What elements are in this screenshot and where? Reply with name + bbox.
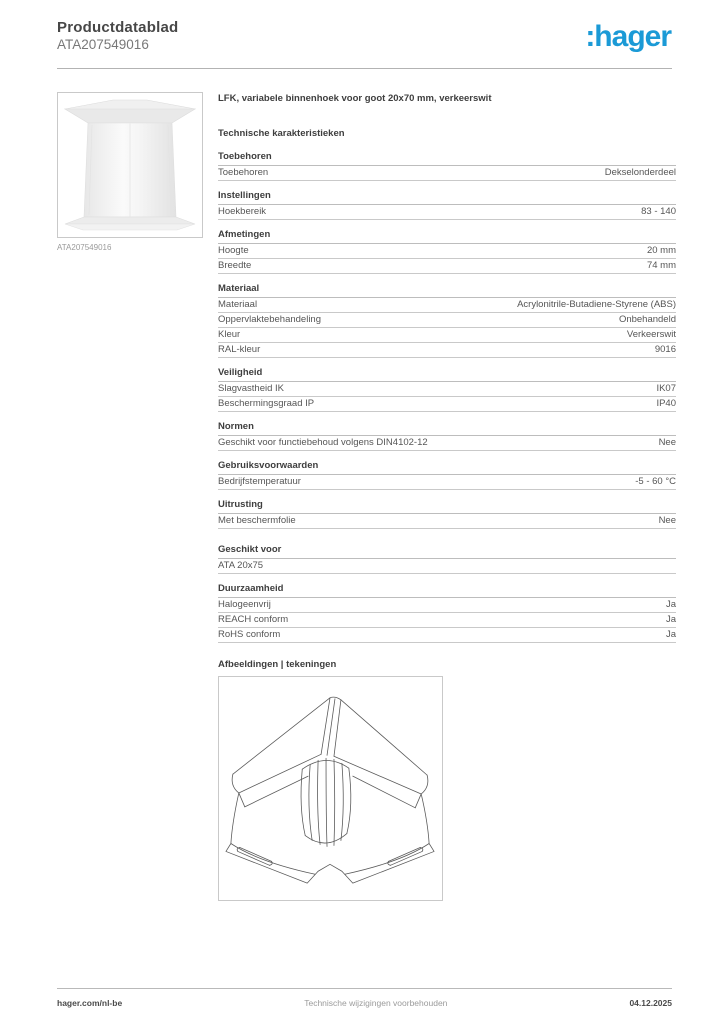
spec-section-heading: Gebruiksvoorwaarden — [218, 461, 676, 475]
spec-row — [218, 205, 676, 220]
spec-value: Dekselonderdeel — [604, 167, 676, 178]
spec-value: Ja — [665, 599, 676, 610]
product-photo-frame — [57, 92, 203, 238]
spec-value: IK07 — [656, 383, 676, 394]
spec-value: IP40 — [656, 398, 676, 409]
spec-label: Materiaal — [218, 299, 258, 310]
technical-drawing-frame — [218, 676, 443, 901]
spec-label: REACH conform — [218, 614, 289, 625]
spec-section — [218, 230, 676, 274]
spec-value: Verkeerswit — [626, 329, 676, 340]
spec-sections — [218, 152, 676, 643]
footer — [57, 998, 672, 1008]
spec-section-heading: Normen — [218, 422, 676, 436]
spec-label: Geschikt voor functiebehoud volgens DIN4102-12 — [218, 437, 428, 448]
photo-caption: ATA207549016 — [57, 243, 112, 252]
spec-label: RoHS conform — [218, 629, 281, 640]
spec-value: 83 - 140 — [641, 206, 676, 217]
footer-date: 04.12.2025 — [629, 998, 672, 1008]
footer-website-link[interactable]: hager.com/nl-be — [57, 998, 123, 1008]
spec-section-heading: Geschikt voor — [218, 545, 676, 559]
content-column — [218, 93, 676, 901]
spec-label: Bedrijfstemperatuur — [218, 476, 301, 487]
spec-row — [218, 259, 676, 274]
spec-row — [218, 598, 676, 613]
spec-label: Slagvastheid IK — [218, 383, 285, 394]
spec-section-heading: Uitrusting — [218, 500, 676, 514]
spec-label: Oppervlaktebehandeling — [218, 314, 321, 325]
spec-value: 20 mm — [646, 245, 676, 256]
spec-row — [218, 244, 676, 259]
spec-row — [218, 475, 676, 490]
spec-row — [218, 313, 676, 328]
spec-section-heading: Afmetingen — [218, 230, 676, 244]
spec-value: Nee — [658, 437, 676, 448]
spec-section — [218, 284, 676, 358]
hager-logo: :hager — [585, 20, 671, 53]
spec-value: Acrylonitrile-Butadiene-Styrene (ABS) — [517, 299, 676, 310]
spec-value: Ja — [665, 614, 676, 625]
product-photo — [58, 93, 202, 237]
spec-label: Toebehoren — [218, 167, 269, 178]
spec-section — [218, 152, 676, 181]
spec-section — [218, 584, 676, 643]
spec-label: Breedte — [218, 260, 252, 271]
spec-section-heading: Instellingen — [218, 191, 676, 205]
spec-row — [218, 613, 676, 628]
spec-value: Ja — [665, 629, 676, 640]
spec-value: Nee — [658, 515, 676, 526]
spec-value: 74 mm — [646, 260, 676, 271]
footer-disclaimer: Technische wijzigingen voorbehouden — [304, 998, 448, 1008]
product-title: LFK, variabele binnenhoek voor goot 20x70 mm, verkeerswit — [218, 93, 492, 104]
spec-row — [218, 436, 676, 451]
spec-row — [218, 382, 676, 397]
spec-label: Met beschermfolie — [218, 515, 296, 526]
spec-label: Hoekbereik — [218, 206, 267, 217]
spec-label: RAL-kleur — [218, 344, 261, 355]
page-title: Productdatablad — [57, 19, 179, 36]
spec-label: ATA 20x75 — [218, 560, 264, 571]
article-number: ATA207549016 — [57, 37, 149, 52]
spec-row — [218, 397, 676, 412]
spec-section-heading: Veiligheid — [218, 368, 676, 382]
spec-row — [218, 559, 676, 574]
spec-section — [218, 422, 676, 451]
spec-row — [218, 298, 676, 313]
spec-section — [218, 368, 676, 412]
spec-row — [218, 628, 676, 643]
spec-row — [218, 166, 676, 181]
spec-label: Kleur — [218, 329, 241, 340]
drawings-title: Afbeeldingen | tekeningen — [218, 659, 337, 670]
spec-section — [218, 461, 676, 490]
spec-value: -5 - 60 °C — [635, 476, 676, 487]
spec-section — [218, 545, 676, 574]
spec-label: Halogeenvrij — [218, 599, 271, 610]
spec-section — [218, 191, 676, 220]
spec-label: Hoogte — [218, 245, 249, 256]
spec-value: Onbehandeld — [618, 314, 676, 325]
spec-row — [218, 514, 676, 529]
header-divider — [57, 68, 672, 69]
characteristics-title: Technische karakteristieken — [218, 128, 345, 139]
spec-section — [218, 500, 676, 529]
technical-drawing — [219, 677, 442, 900]
spec-section-heading: Materiaal — [218, 284, 676, 298]
spec-label: Beschermingsgraad IP — [218, 398, 315, 409]
spec-section-heading: Duurzaamheid — [218, 584, 676, 598]
spec-value: 9016 — [654, 344, 676, 355]
spec-row — [218, 343, 676, 358]
footer-divider — [57, 988, 672, 989]
spec-section-heading: Toebehoren — [218, 152, 676, 166]
spec-row — [218, 328, 676, 343]
